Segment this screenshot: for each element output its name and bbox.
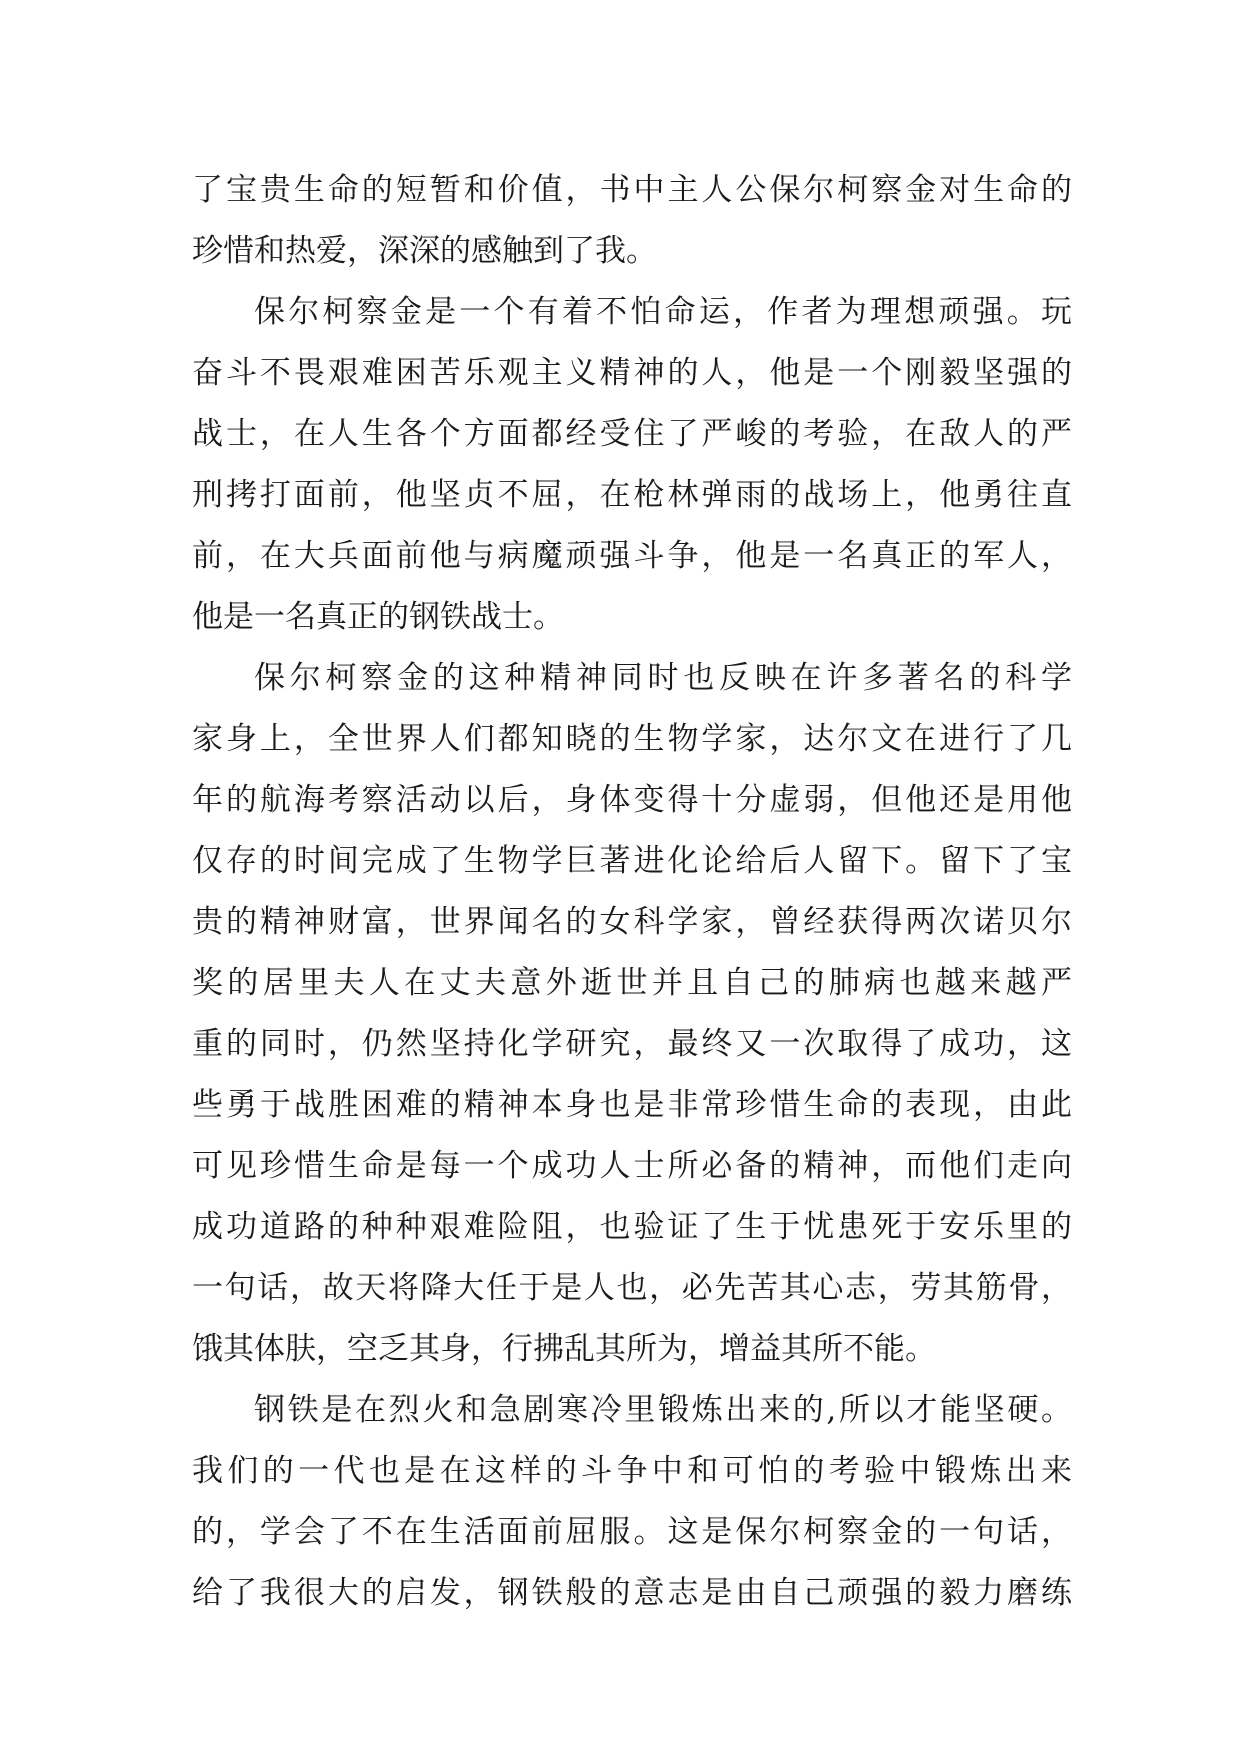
text-line: 家身上，全世界人们都知晓的生物学家，达尔文在进行了几 (192, 721, 1072, 757)
text-line: 成功道路的种种艰难险阻，也验证了生于忧患死于安乐里的 (192, 1209, 1072, 1245)
paragraph-2 (192, 282, 1072, 648)
text-line: 前，在大兵面前他与病魔顽强斗争，他是一名真正的军人， (192, 538, 1072, 574)
text-line: 我们的一代也是在这样的斗争中和可怕的考验中锻炼出来 (192, 1453, 1072, 1489)
text-line: 的，学会了不在生活面前屈服。这是保尔柯察金的一句话， (192, 1514, 1072, 1550)
text-line: 可见珍惜生命是每一个成功人士所必备的精神，而他们走向 (192, 1148, 1072, 1184)
paragraph-4 (192, 1380, 1072, 1624)
text-line: 一句话，故天将降大任于是人也，必先苦其心志，劳其筋骨， (192, 1270, 1072, 1306)
text-line: 钢铁是在烈火和急剧寒冷里锻炼出来的,所以才能坚硬。 (254, 1392, 1072, 1428)
text-line: 了宝贵生命的短暂和价值，书中主人公保尔柯察金对生命的 (192, 172, 1072, 208)
text-line: 保尔柯察金的这种精神同时也反映在许多著名的科学 (254, 660, 1072, 696)
text-line: 些勇于战胜困难的精神本身也是非常珍惜生命的表现，由此 (192, 1087, 1072, 1123)
body-text (192, 160, 1072, 1624)
text-line: 年的航海考察活动以后，身体变得十分虚弱，但他还是用他 (192, 782, 1072, 818)
text-line: 他是一名真正的钢铁战士。 (192, 599, 564, 635)
text-line: 贵的精神财富，世界闻名的女科学家，曾经获得两次诺贝尔 (192, 904, 1072, 940)
paragraph-3 (192, 648, 1072, 1380)
text-line: 奖的居里夫人在丈夫意外逝世并且自己的肺病也越来越严 (192, 965, 1072, 1001)
text-line: 保尔柯察金是一个有着不怕命运，作者为理想顽强。玩 (254, 294, 1072, 330)
text-line: 奋斗不畏艰难困苦乐观主义精神的人，他是一个刚毅坚强的 (192, 355, 1072, 391)
text-line: 珍惜和热爱，深深的感触到了我。 (192, 233, 657, 269)
text-line: 给了我很大的启发，钢铁般的意志是由自己顽强的毅力磨练 (192, 1575, 1072, 1611)
text-line: 刑拷打面前，他坚贞不屈，在枪林弹雨的战场上，他勇往直 (192, 477, 1072, 513)
text-line: 仅存的时间完成了生物学巨著进化论给后人留下。留下了宝 (192, 843, 1072, 879)
text-line: 重的同时，仍然坚持化学研究，最终又一次取得了成功，这 (192, 1026, 1072, 1062)
text-line: 战士，在人生各个方面都经受住了严峻的考验，在敌人的严 (192, 416, 1072, 452)
text-line: 饿其体肤，空乏其身，行拂乱其所为，增益其所不能。 (192, 1331, 936, 1367)
paragraph-1 (192, 160, 1072, 282)
